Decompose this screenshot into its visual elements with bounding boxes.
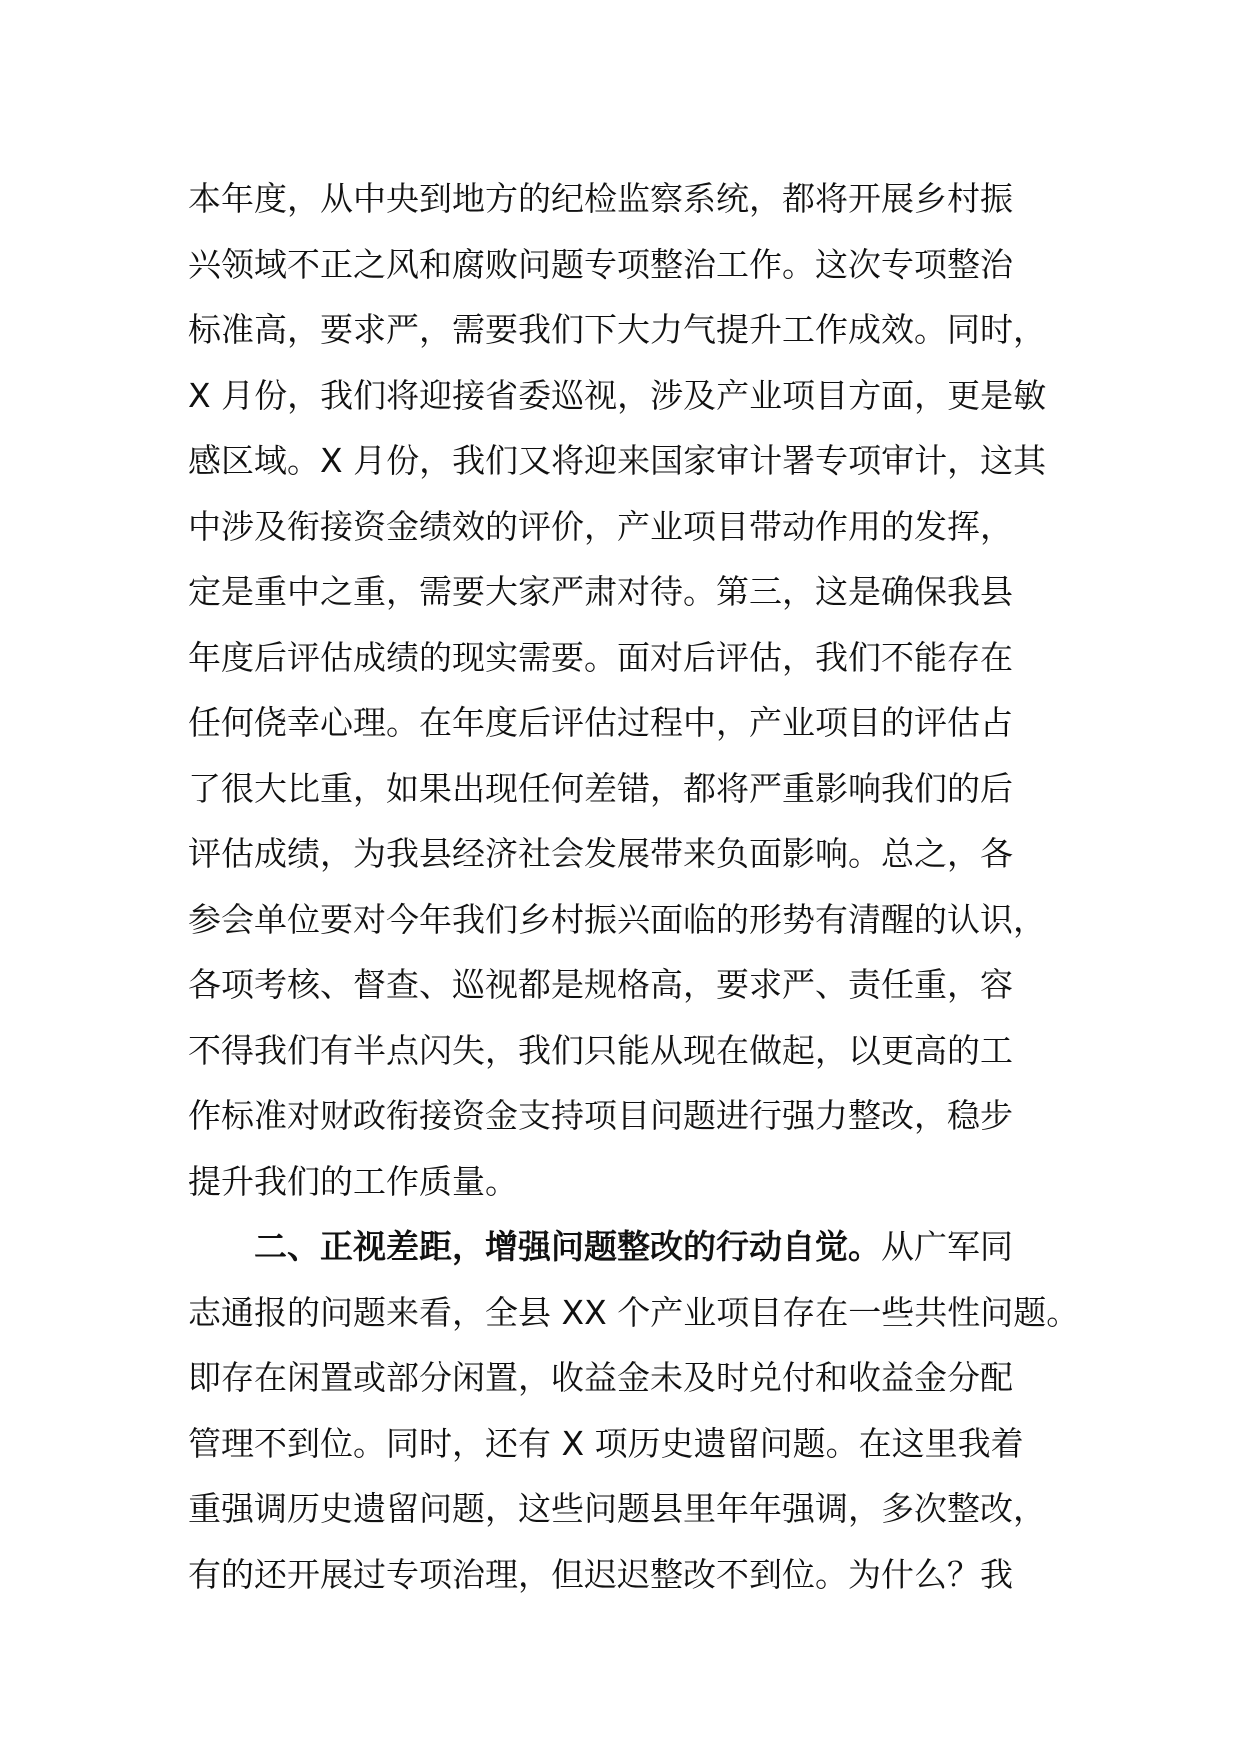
text-line: 标准高，要求严，需要我们下大力气提升工作成效。同时， [188, 310, 1046, 349]
text-line: 参会单位要对今年我们乡村振兴面临的形势有清醒的认识， [188, 899, 1046, 939]
text-line: 有的还开展过专项治理，但迟迟整改不到位。为什么？我 [188, 1554, 1013, 1594]
text-line: 了很大比重，如果出现任何差错，都将严重影响我们的后 [188, 768, 1013, 808]
text-line: 即存在闲置或部分闲置，收益金未及时兑付和收益金分配 [188, 1358, 1013, 1397]
text-line: 管理不到位。同时，还有 X 项历史遗留问题。在这里我着 [188, 1423, 1024, 1463]
text-line: 志通报的问题来看，全县 XX 个产业项目存在一些共性问题。 [188, 1292, 1080, 1332]
text-line: 感区域。X 月份，我们又将迎来国家审计署专项审计，这其 [188, 441, 1047, 480]
section-heading-line [188, 1214, 1088, 1280]
text-line: X 月份，我们将迎接省委巡视，涉及产业项目方面，更是敏 [188, 375, 1047, 415]
section-heading: 二、正视差距，增强问题整改的行动自觉。 [254, 1227, 881, 1266]
text-line: 重强调历史遗留问题，这些问题县里年年强调，多次整改， [188, 1489, 1046, 1528]
section-heading-rest: 从广军同 [881, 1227, 1013, 1266]
body-text [188, 166, 1088, 1607]
text-line: 兴领域不正之风和腐败问题专项整治工作。这次专项整治 [188, 244, 1013, 284]
text-line: 定是重中之重，需要大家严肃对待。第三，这是确保我县 [188, 572, 1013, 611]
text-line: 中涉及衔接资金绩效的评价，产业项目带动作用的发挥， [188, 506, 1013, 546]
text-line: 作标准对财政衔接资金支持项目问题进行强力整改，稳步 [188, 1096, 1013, 1135]
text-line: 提升我们的工作质量。 [188, 1161, 518, 1201]
text-line: 年度后评估成绩的现实需要。面对后评估，我们不能存在 [188, 637, 1013, 677]
text-line: 评估成绩，为我县经济社会发展带来负面影响。总之，各 [188, 834, 1013, 873]
text-line: 不得我们有半点闪失，我们只能从现在做起，以更高的工 [188, 1030, 1013, 1070]
text-line: 各项考核、督查、巡视都是规格高，要求严、责任重，容 [188, 965, 1013, 1004]
text-line: 本年度，从中央到地方的纪检监察系统，都将开展乡村振 [188, 179, 1013, 218]
text-line: 任何侥幸心理。在年度后评估过程中，产业项目的评估占 [188, 703, 1013, 742]
